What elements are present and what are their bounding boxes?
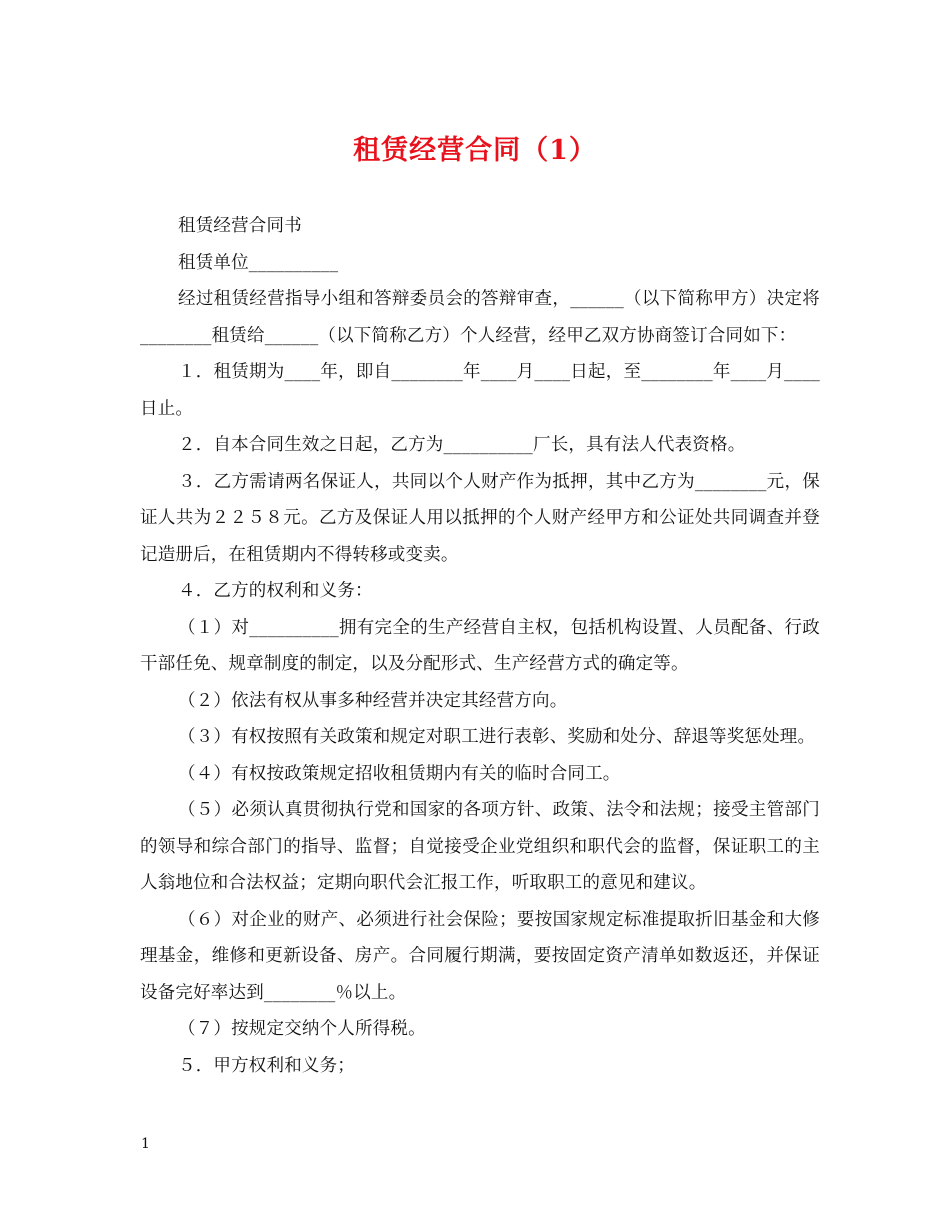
paragraph-lessor: 租赁单位__________ [178, 252, 339, 273]
paragraph-item-6: （６）对企业的财产、必须进行社会保险；要按国家规定标准提取折旧基金和大修理基金，维修和更新设备、房产。合同履行期满，要按固定资产清单如数返还，并保证设备完好率达到________％以上。 [140, 909, 820, 1003]
paragraph-clause-2: ２．自本合同生效之日起，乙方为__________厂长，具有法人代表资格。 [178, 435, 746, 455]
paragraph-item-1: （１）对__________拥有完全的生产经营自主权，包括机构设置、人员配备、行政干部任免、规章制度的制定，以及分配形式、生产经营方式的确定等。 [140, 617, 820, 674]
paragraph-item-2: （２）依法有权从事多种经营并决定其经营方向。 [178, 690, 568, 711]
paragraph-item-7: （７）按规定交纳个人所得税。 [178, 1019, 426, 1039]
paragraph-item-3: （３）有权按照有关政策和规定对职工进行表彰、奖励和处分、辞退等奖惩处理。 [178, 727, 816, 747]
paragraph-clause-4: ４．乙方的权利和义务： [178, 581, 373, 601]
paragraph-clause-5: ５．甲方权利和义务； [178, 1055, 355, 1076]
paragraph-item-4: （４）有权按政策规定招收租赁期内有关的临时合同工。 [178, 763, 621, 784]
paragraph-clause-1: １．租赁期为____年，即自________年____月____日起，至________年____月____日止。 [140, 362, 820, 419]
paragraph-item-5: （５）必须认真贯彻执行党和国家的各项方针、政策、法令和法规；接受主管部门的领导和综合部门的指导、监督；自觉接受企业党组织和职代会的监督，保证职工的主人翁地位和合法权益；定期向职代会汇报工作，听取职工的意见和建议。 [140, 800, 820, 893]
paragraph-clause-3: ３．乙方需请两名保证人，共同以个人财产作为抵押，其中乙方为________元，保证人共为２２５８元。乙方及保证人用以抵押的个人财产经甲方和公证处共同调查并登记造册后，在租赁期内不得转移或变卖。 [140, 471, 820, 565]
paragraph-heading: 租赁经营合同书 [178, 216, 302, 236]
page-number: 1 [141, 1136, 150, 1152]
document-body [140, 208, 820, 1084]
paragraph-preamble: 经过租赁经营指导小组和答辩委员会的答辩审查，______（以下简称甲方）决定将________租赁给______（以下简称乙方）个人经营，经甲乙双方协商签订合同如下： [140, 289, 820, 346]
document-title: 租赁经营合同（1） [353, 135, 597, 166]
